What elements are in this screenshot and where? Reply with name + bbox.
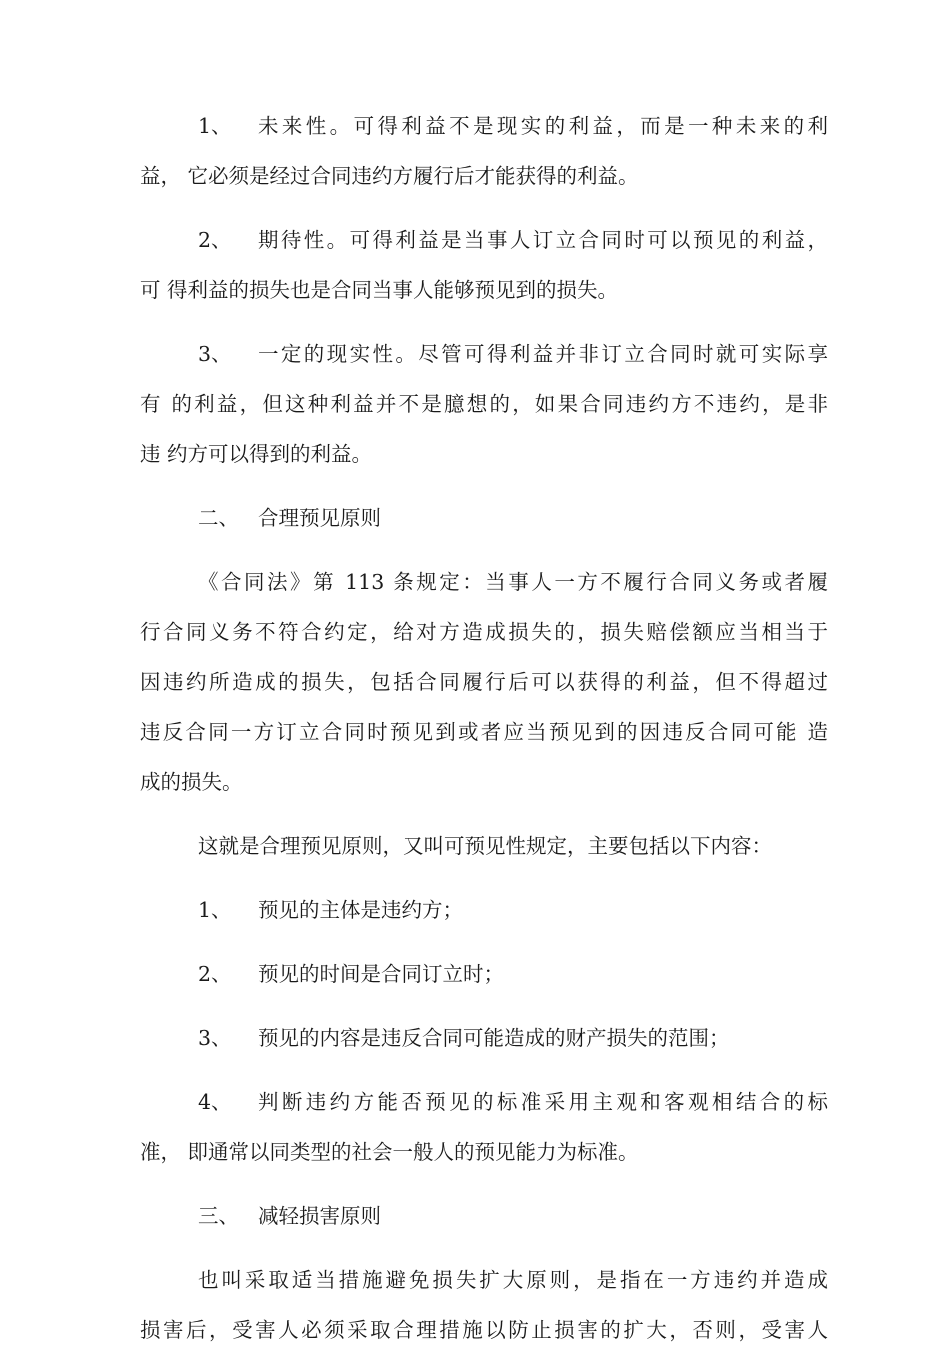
paragraph-gap xyxy=(140,999,828,1013)
line-text: 判断违约方能否预见的标准采用主观和客观相结合的标 xyxy=(258,1090,828,1114)
text-line xyxy=(140,1305,828,1355)
text-line xyxy=(140,557,828,607)
text-line xyxy=(140,657,828,707)
line-text: 这就是合理预见原则，又叫可预见性规定，主要包括以下内容： xyxy=(198,834,772,858)
paragraph xyxy=(140,949,828,999)
paragraph xyxy=(140,329,828,479)
text-line xyxy=(140,1077,828,1127)
document-body xyxy=(140,101,828,1355)
line-text: 减轻损害原则 xyxy=(258,1204,381,1228)
text-line xyxy=(140,265,828,315)
paragraph xyxy=(140,1191,828,1241)
line-text: 合理预见原则 xyxy=(258,506,381,530)
line-text: 《合同法》第 113 条规定：当事人一方不履行合同义务或者履 xyxy=(198,570,828,594)
paragraph-gap xyxy=(140,315,828,329)
list-number: 2、 xyxy=(198,962,232,986)
list-number: 二、 xyxy=(198,506,239,530)
text-line xyxy=(140,1191,828,1241)
list-number: 三、 xyxy=(198,1204,239,1228)
paragraph-gap xyxy=(140,935,828,949)
paragraph-gap xyxy=(140,543,828,557)
line-text: 也叫采取适当措施避免损失扩大原则，是指在一方违约并造成 xyxy=(198,1268,828,1292)
paragraph xyxy=(140,885,828,935)
paragraph xyxy=(140,493,828,543)
text-line xyxy=(140,151,828,201)
list-number: 1、 xyxy=(198,114,232,138)
paragraph xyxy=(140,101,828,201)
paragraph-gap xyxy=(140,1241,828,1255)
paragraph-gap xyxy=(140,479,828,493)
text-line xyxy=(140,1127,828,1177)
text-line xyxy=(140,379,828,429)
list-number: 4、 xyxy=(198,1090,232,1114)
text-line xyxy=(140,757,828,807)
line-text: 有 的利益，但这种利益并不是臆想的，如果合同违约方不违约，是非 xyxy=(140,392,828,416)
text-line xyxy=(140,215,828,265)
paragraph-gap xyxy=(140,871,828,885)
line-text: 成的损失。 xyxy=(140,770,243,794)
line-text: 期待性。可得利益是当事人订立合同时可以预见的利益， xyxy=(258,228,828,252)
text-line xyxy=(140,493,828,543)
line-text: 因违约所造成的损失，包括合同履行后可以获得的利益，但不得超过 xyxy=(140,670,828,694)
line-text: 违反合同一方订立合同时预见到或者应当预见到的因违反合同可能 造 xyxy=(140,720,828,744)
line-text: 一定的现实性。尽管可得利益并非订立合同时就可实际享 xyxy=(258,342,828,366)
list-number: 3、 xyxy=(198,342,232,366)
line-text: 行合同义务不符合约定，给对方造成损失的，损失赔偿额应当相当于 xyxy=(140,620,828,644)
paragraph xyxy=(140,557,828,807)
line-text: 预见的时间是合同订立时； xyxy=(258,962,504,986)
text-line xyxy=(140,1255,828,1305)
line-text: 损害后，受害人必须采取合理措施以防止损害的扩大，否则，受害人 xyxy=(140,1318,828,1342)
text-line xyxy=(140,821,828,871)
line-text: 可 得利益的损失也是合同当事人能够预见到的损失。 xyxy=(140,278,619,302)
paragraph xyxy=(140,1013,828,1063)
paragraph-gap xyxy=(140,1177,828,1191)
list-number: 1、 xyxy=(198,898,232,922)
paragraph xyxy=(140,821,828,871)
text-line xyxy=(140,607,828,657)
paragraph-gap xyxy=(140,201,828,215)
paragraph xyxy=(140,215,828,315)
paragraph xyxy=(140,1255,828,1355)
line-text: 准， 即通常以同类型的社会一般人的预见能力为标准。 xyxy=(140,1140,639,1164)
list-number: 3、 xyxy=(198,1026,232,1050)
text-line xyxy=(140,101,828,151)
paragraph xyxy=(140,1077,828,1177)
line-text: 益， 它必须是经过合同违约方履行后才能获得的利益。 xyxy=(140,164,639,188)
paragraph-gap xyxy=(140,1063,828,1077)
line-text: 未来性。可得利益不是现实的利益，而是一种未来的利 xyxy=(258,114,828,138)
text-line xyxy=(140,885,828,935)
line-text: 预见的内容是违反合同可能造成的财产损失的范围； xyxy=(258,1026,730,1050)
paragraph-gap xyxy=(140,807,828,821)
list-number: 2、 xyxy=(198,228,232,252)
text-line xyxy=(140,949,828,999)
text-line xyxy=(140,1013,828,1063)
text-line xyxy=(140,429,828,479)
text-line xyxy=(140,329,828,379)
text-line xyxy=(140,707,828,757)
line-text: 预见的主体是违约方； xyxy=(258,898,463,922)
line-text: 违 约方可以得到的利益。 xyxy=(140,442,373,466)
